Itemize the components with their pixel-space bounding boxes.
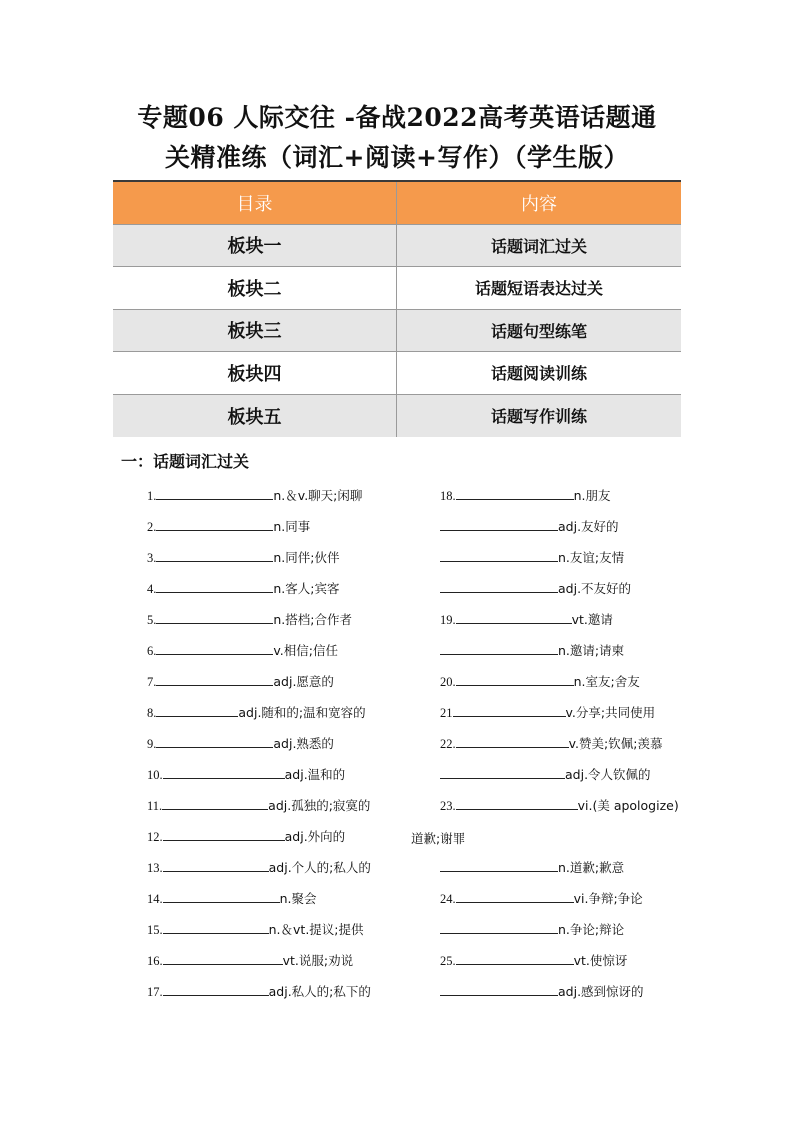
answer-blank[interactable] xyxy=(163,950,283,965)
vocab-number: 4. xyxy=(147,582,157,596)
vocab-item xyxy=(147,578,371,609)
vocab-item xyxy=(440,547,679,578)
answer-blank[interactable] xyxy=(156,609,273,624)
vocab-item xyxy=(147,609,371,640)
vocab-item xyxy=(440,702,679,733)
vocab-item xyxy=(440,640,679,671)
answer-blank[interactable] xyxy=(456,485,574,500)
vocab-number: 14. xyxy=(147,892,163,906)
vocab-definition: adj.随和的;温和宽容的 xyxy=(238,705,366,720)
vocab-number: 21 xyxy=(440,706,453,720)
vocab-definition: n.同事 xyxy=(273,519,311,534)
vocab-item xyxy=(440,733,679,764)
vocab-number: 6. xyxy=(147,644,157,658)
vocab-number: 5. xyxy=(147,613,157,627)
vocab-definition: vt.使惊讶 xyxy=(573,953,628,968)
vocab-number: 10. xyxy=(147,768,163,782)
answer-blank[interactable] xyxy=(163,826,285,841)
vocab-definition: n.＆v.聊天;闲聊 xyxy=(273,488,363,503)
vocab-column-right xyxy=(440,485,679,1012)
section-heading-vocabulary: 一：话题词汇过关 xyxy=(121,452,250,471)
vocab-definition: n.争论;辩论 xyxy=(558,922,625,937)
answer-blank[interactable] xyxy=(156,640,273,655)
answer-blank[interactable] xyxy=(156,702,238,717)
vocab-number: 18. xyxy=(440,489,456,503)
answer-blank[interactable] xyxy=(440,640,558,655)
vocab-number: 9. xyxy=(147,737,157,751)
vocab-number: 23. xyxy=(440,799,456,813)
vocab-definition: n.聚会 xyxy=(279,891,317,906)
vocab-definition: vt.说服;劝说 xyxy=(282,953,354,968)
vocab-definition: adj.愿意的 xyxy=(273,674,334,689)
answer-blank[interactable] xyxy=(440,516,558,531)
vocab-definition: adj.感到惊讶的 xyxy=(558,984,644,999)
vocab-number: 12. xyxy=(147,830,163,844)
vocab-item xyxy=(147,950,371,981)
vocab-definition: n.同伴;伙伴 xyxy=(273,550,340,565)
vocab-definition: v.分享;共同使用 xyxy=(565,705,656,720)
vocab-item xyxy=(440,578,679,609)
document-title-line1: 专题06 人际交往 -备战2022高考英语话题通 xyxy=(137,103,657,132)
vocab-item xyxy=(440,919,679,950)
vocab-item xyxy=(147,516,371,547)
answer-blank[interactable] xyxy=(440,764,565,779)
vocab-item xyxy=(147,826,371,857)
vocab-definition: n.＆vt.提议;提供 xyxy=(268,922,364,937)
answer-blank[interactable] xyxy=(456,733,569,748)
answer-blank[interactable] xyxy=(453,702,566,717)
vocab-definition: vt.邀请 xyxy=(571,612,613,627)
vocab-item xyxy=(147,764,371,795)
vocab-number: 20. xyxy=(440,675,456,689)
answer-blank[interactable] xyxy=(440,981,558,996)
vocab-definition: vi.(美 apologize) xyxy=(577,798,679,813)
vocab-definition: n.搭档;合作者 xyxy=(273,612,352,627)
section-topic: 话题阅读训练 xyxy=(490,364,587,384)
answer-blank[interactable] xyxy=(156,578,273,593)
vocab-definition: n.友谊;友情 xyxy=(558,550,625,565)
section-topic: 话题写作训练 xyxy=(490,407,587,427)
vocab-item xyxy=(147,857,371,888)
contents-table-row xyxy=(113,267,681,310)
vocab-item xyxy=(440,609,679,640)
vocab-number: 8. xyxy=(147,706,157,720)
section-topic: 话题词汇过关 xyxy=(490,236,587,256)
answer-blank[interactable] xyxy=(456,888,574,903)
vocab-definition: adj.不友好的 xyxy=(558,581,632,596)
answer-blank[interactable] xyxy=(156,485,273,500)
vocab-number: 15. xyxy=(147,923,163,937)
answer-blank[interactable] xyxy=(156,516,273,531)
vocab-item xyxy=(440,981,679,1012)
vocab-definition: vi.争辩;争论 xyxy=(573,891,643,906)
contents-table-row xyxy=(113,225,681,268)
answer-blank[interactable] xyxy=(456,609,572,624)
vocab-item xyxy=(147,981,371,1012)
vocab-definition: v.相信;信任 xyxy=(273,643,338,658)
vocab-item xyxy=(147,671,371,702)
vocab-number: 22. xyxy=(440,737,456,751)
vocab-item xyxy=(147,640,371,671)
header-content: 内容 xyxy=(521,193,557,215)
vocab-definition: adj.温和的 xyxy=(284,767,346,782)
vocab-number: 1. xyxy=(147,489,157,503)
vocab-item xyxy=(440,950,679,981)
vocab-definition: adj.友好的 xyxy=(558,519,619,534)
section-name: 板块四 xyxy=(113,352,397,394)
vocab-number: 11. xyxy=(147,799,163,813)
vocab-item xyxy=(440,671,679,702)
vocab-item xyxy=(147,485,371,516)
vocab-definition: v.赞美;钦佩;羡慕 xyxy=(568,736,663,751)
section-name: 板块一 xyxy=(113,225,397,267)
vocab-item xyxy=(440,485,679,516)
vocab-number: 17. xyxy=(147,985,163,999)
answer-blank[interactable] xyxy=(456,671,574,686)
vocab-column-left xyxy=(147,485,371,1012)
vocab-item xyxy=(147,888,371,919)
vocab-definition: n.邀请;请柬 xyxy=(558,643,625,658)
vocab-definition: n.室友;舍友 xyxy=(573,674,640,689)
section-topic: 话题句型练笔 xyxy=(490,321,587,341)
vocab-number: 3. xyxy=(147,551,157,565)
answer-blank[interactable] xyxy=(440,547,558,562)
vocab-definition: n.道歉;歉意 xyxy=(558,860,625,875)
answer-blank[interactable] xyxy=(440,857,558,872)
vocab-number: 7. xyxy=(147,675,157,689)
answer-blank[interactable] xyxy=(163,857,269,872)
vocab-item xyxy=(440,764,679,795)
vocab-item xyxy=(440,795,679,826)
vocab-definition: adj.个人的;私人的 xyxy=(268,860,371,875)
contents-table xyxy=(113,180,681,437)
vocab-item xyxy=(440,826,679,857)
section-topic: 话题短语表达过关 xyxy=(474,279,603,299)
vocab-item xyxy=(440,857,679,888)
vocab-definition: adj.私人的;私下的 xyxy=(268,984,371,999)
vocab-item xyxy=(147,795,371,826)
section-name: 板块二 xyxy=(113,267,397,309)
answer-blank[interactable] xyxy=(456,795,578,810)
answer-blank[interactable] xyxy=(163,888,280,903)
vocab-item xyxy=(147,733,371,764)
contents-table-row xyxy=(113,352,681,395)
answer-blank[interactable] xyxy=(162,795,268,810)
vocab-number: 25. xyxy=(440,954,456,968)
section-name: 板块五 xyxy=(113,395,397,438)
vocab-item xyxy=(147,547,371,578)
vocab-number: 13. xyxy=(147,861,163,875)
vocab-definition: adj.孤独的;寂寞的 xyxy=(268,798,371,813)
answer-blank[interactable] xyxy=(156,547,273,562)
vocab-number: 16. xyxy=(147,954,163,968)
contents-table-header xyxy=(113,182,681,225)
section-name: 板块三 xyxy=(113,310,397,352)
answer-blank[interactable] xyxy=(456,950,574,965)
vocab-item xyxy=(440,516,679,547)
wrapped-definition: 道歉;谢罪 xyxy=(411,831,466,846)
contents-table-row xyxy=(113,395,681,438)
answer-blank[interactable] xyxy=(163,764,285,779)
vocab-number: 24. xyxy=(440,892,456,906)
document-title-line2: 关精准练（词汇+阅读+写作）（学生版） xyxy=(165,143,629,172)
answer-blank[interactable] xyxy=(440,578,558,593)
vocab-definition: adj.熟悉的 xyxy=(273,736,334,751)
vocab-number: 2. xyxy=(147,520,157,534)
answer-blank[interactable] xyxy=(440,919,558,934)
vocab-definition: adj.外向的 xyxy=(284,829,346,844)
vocab-definition: adj.令人钦佩的 xyxy=(565,767,651,782)
vocab-item xyxy=(147,919,371,950)
vocab-item xyxy=(147,702,371,733)
answer-blank[interactable] xyxy=(163,981,269,996)
vocab-item xyxy=(440,888,679,919)
contents-table-row xyxy=(113,310,681,353)
answer-blank[interactable] xyxy=(163,919,269,934)
header-catalog: 目录 xyxy=(113,182,397,224)
vocab-number: 19. xyxy=(440,613,456,627)
answer-blank[interactable] xyxy=(156,733,273,748)
vocab-definition: n.朋友 xyxy=(573,488,611,503)
vocab-definition: n.客人;宾客 xyxy=(273,581,340,596)
answer-blank[interactable] xyxy=(156,671,273,686)
